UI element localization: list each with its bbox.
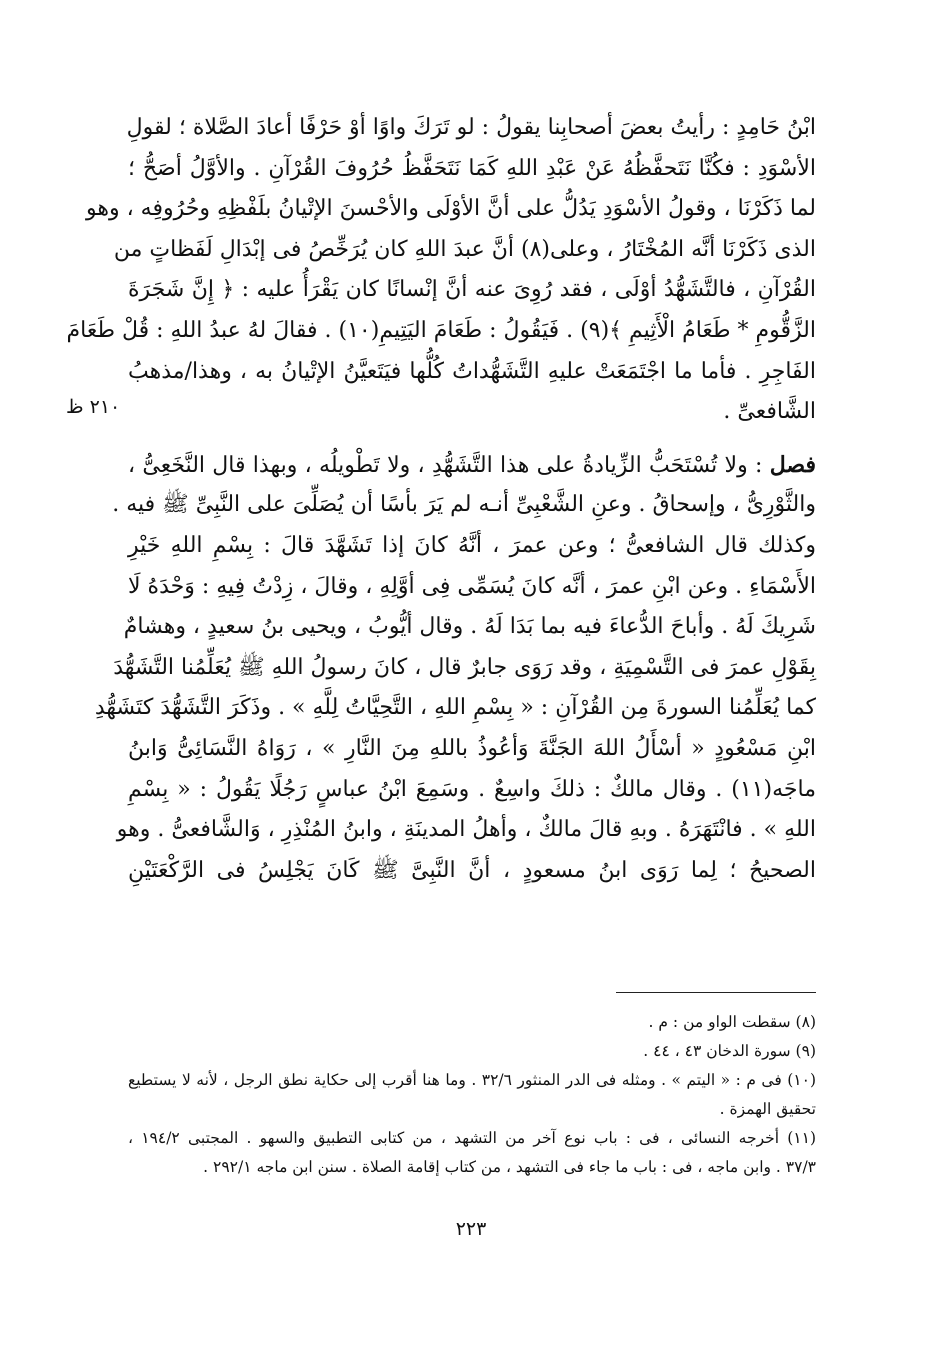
footnote-line: ٣٧/٣ . وابن ماجه ، فى : باب ما جاء فى التشهد ، من كتاب إقامة الصلاة . سنن ابن ماجه ٢٩٢/١ .	[203, 1158, 816, 1176]
page-number: ٢٢٣	[455, 1218, 487, 1240]
text-line: ابْنِ مَسْعُودٍ « أسْأَلُ اللهَ الجَنَّةَ وَأعُوذُ باللهِ مِنَ النَّارِ » ، رَوَاهُ النَّسَائِىُّ وَابنُ	[128, 735, 816, 761]
text-line: كما يُعَلِّمُنا السورةَ مِن القُرْآنِ : « بِسْمِ اللهِ ، التَّحِيَّاتُ لِلَّهِ » . وذَكَرَ التَّشَهُّدَ كتَشَهُّدِ	[94, 695, 816, 721]
text-line: الأسْوَدِ : فكُنَّا نَتَحفَّظُهُ عَنْ عَبْدِ اللهِ كَمَا نَتَحَفَّظُ حُرُوفَ القُرْآنِ . والأوَّلُ أصَحُّ ؛	[128, 155, 816, 181]
text-line: الذى ذَكَرْنَا أنَّه المُخْتَارُ ، وعلى(٨) أنَّ عبدَ اللهِ كان يُرَخِّصُ فى إبْدَالِ لَفَظاتٍ من	[113, 236, 816, 262]
paragraph-gap	[128, 433, 816, 445]
text-line: ماجَه(١١) . وقال مالكٌ : ذلكَ واسِعٌ . وسَمِعَ ابْنُ عباسٍ رَجُلًا يَقُولُ : « بِسْمِ	[128, 776, 816, 802]
text-line: بِقَوْلِ عمرَ فى التَّسْمِيَةِ ، وقد رَوَى جابرٌ قال ، كانَ رسولُ اللهِ ﷺ يُعَلِّمُنا التَّشَهُّدَ	[113, 654, 816, 680]
paragraph-2	[94, 445, 816, 892]
footnote-line: (١٠) فى م : « اليتم » . ومثله فى الدر المنثور ٣٢/٦ . وما هنا أقرب إلى حكاية نطق الرجل ، لأنه لا يستطيع	[128, 1071, 816, 1089]
footnotes	[128, 1008, 816, 1182]
footnote-line: (٩) سورة الدخان ٤٣ ، ٤٤ .	[643, 1042, 816, 1060]
text-line: لما ذَكَرْنَا ، وقولُ الأسْوَدِ يَدُلُّ على أنَّ الأوْلَى والأحْسنَ الإتْيانُ بلَفْظِهِ وحُرُوفِه ، وهو	[85, 196, 816, 222]
text-line: اللهِ » . فانْتَهَرَهُ . وبهِ قالَ مالكٌ ، وأهلُ المدينَةِ ، وابنُ المُنْذِرِ ، وَالشَّافعىُّ . وهو	[116, 817, 816, 843]
footnote-line: تحقيق الهمزة .	[719, 1100, 816, 1118]
text-span: : ولا تُسْتَحَبُّ الزِّيادةُ على هذا التَّشَهُّدِ ، ولا تَطْويلُه ، وبهذا قال النَّخَعِىُّ ،	[128, 452, 763, 478]
text-line: القُرْآنِ ، فالتَّشَهُّدُ أوْلَى ، فقد رُوِىَ عنه أنَّ إنْسانًا كان يَقْرَأُ عليه : ﴿ إِنَّ شَجَرَةَ	[128, 277, 816, 303]
text-line: الصحيحُ ؛ لِما رَوَى ابنُ مسعودٍ ، أنَّ النَّبِىَّ ﷺ كَانَ يَجْلِسُ فى الرَّكْعَتَيْنِ	[128, 857, 816, 883]
footnote-line: (٨) سقطت الواو من : م .	[648, 1013, 816, 1031]
text-line: شَرِيكَ لَهُ . وأباحَ الدُّعاءَ فيه بما بَدَا لَهُ . وقال أيُّوبُ ، ويحيى بنُ سعيدٍ ، وهشامٌ	[123, 614, 816, 640]
footnote-line: (١١) أخرجه النسائى ، فى : باب نوع آخر من التشهد ، من كتابى التطبيق والسهو . المجتبى ١٩٤/٢ ،	[128, 1129, 816, 1147]
text-line: الفَاجِرِ . فأما ما اجْتَمَعَتْ عليهِ التَّشَهُّداتُ كُلُّها فيَتَعيَّنُ الإتْيانُ به ، وهذا/مذهبُ	[128, 358, 816, 384]
text-line: الزَّقُّومِ * طَعَامُ الْأَثِيمِ ﴾(٩) . فَيَقُولُ : طَعَامَ اليَتِيمِ(١٠) . فقالَ لهُ عبدُ اللهِ : قُلْ طَعَامَ	[66, 317, 816, 343]
section-heading: فصل	[769, 451, 816, 478]
margin-folio-note: ٢١٠ ظ	[66, 396, 121, 418]
text-line: ابْنُ حَامِدٍ : رأيتُ بعضَ أصحابِنا يقولُ : لو تَرَكَ واوًا أوْ حَرْفًا أعادَ الصَّلاة ؛ لقولِ	[126, 115, 816, 140]
text-line: وكذلك قال الشافعىُّ ؛ وعن عمرَ ، أنَّهُ كانَ إذا تَشَهَّدَ قالَ : بِسْمِ اللهِ خَيْرِ	[128, 532, 816, 558]
footnote-separator	[616, 992, 816, 993]
text-line: والثَّوْرِىُّ ، وإسحاقُ . وعنِ الشَّعْبِىِّ أنـه لم يَرَ بأسًا أن يُصَلِّىَ على النَّبِىِّ ﷺ فيه .	[112, 492, 816, 518]
text-line: الأَسْمَاءِ . وعن ابْنِ عمرَ ، أنَّه كانَ يُسَمِّى فِى أوَّلِهِ ، وقالَ ، زِدْتُ فِيهِ : وَحْدَهُ لَا	[128, 573, 816, 599]
text-line: الشَّافعىِّ .	[723, 399, 816, 425]
text-line	[128, 445, 816, 486]
